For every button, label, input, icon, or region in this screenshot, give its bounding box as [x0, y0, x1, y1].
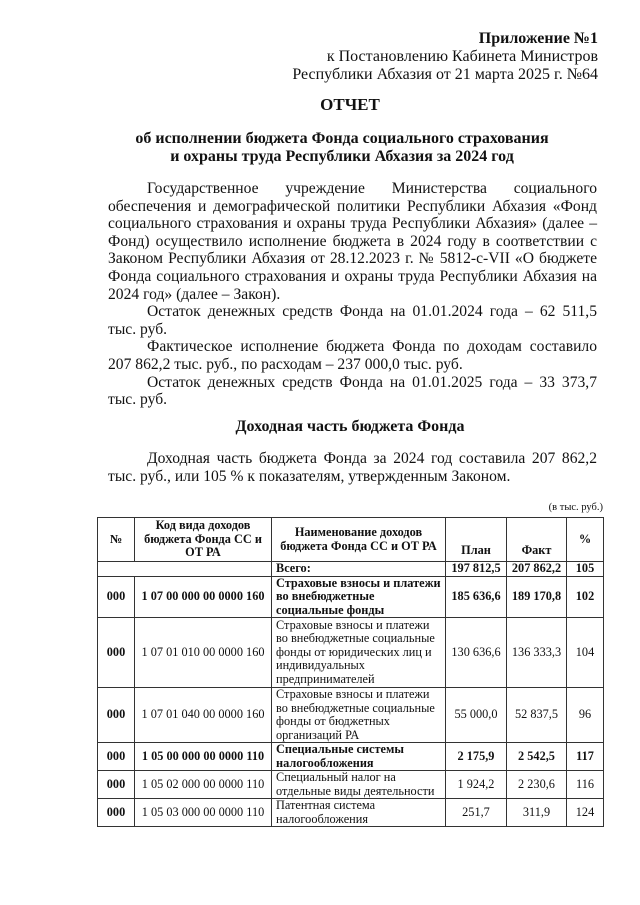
row-percent: 117 — [567, 743, 604, 771]
row-code: 1 05 00 000 00 0000 110 — [135, 743, 272, 771]
paragraph-intro: Государственное учреждение Министерства социального обеспечения и демографической политики Республики Абхазия «Фонд социального страхования и охраны труда Республики Абхазия» (далее – Фонд) осуществило исполнение бюджета в 2024 году в соответствии с Законом Республики Абхазия от 28.12.2023 г. № 5812-с-VII «О бюджете Фонда социального страхования и охраны труда Республики Абхазия на 2024 год» (далее – Закон). — [108, 180, 597, 303]
row-fact: 52 837,5 — [507, 688, 567, 743]
table-row — [98, 771, 604, 799]
row-name: Специальный налог на отдельные виды деятельности — [272, 771, 446, 799]
row-name: Страховые взносы и платежи во внебюджетные социальные фонды — [272, 576, 446, 618]
row-name: Специальные системы налогообложения — [272, 743, 446, 771]
row-fact: 136 333,3 — [507, 618, 567, 688]
row-no: 000 — [98, 743, 135, 771]
header-code: Код вида доходов бюджета Фонда СС и ОТ РА — [135, 518, 272, 562]
report-subtitle-line-1: об исполнении бюджета Фонда социального страхования — [135, 130, 549, 147]
row-percent: 96 — [567, 688, 604, 743]
header-no: № — [98, 518, 135, 562]
total-plan: 197 812,5 — [446, 562, 507, 577]
income-paragraph: Доходная часть бюджета Фонда за 2024 год составила 207 862,2 тыс. руб., или 105 % к показателям, утвержденным Законом. — [108, 450, 597, 485]
annex-line-2: Республики Абхазия от 21 марта 2025 г. №64 — [292, 66, 598, 83]
row-percent: 116 — [567, 771, 604, 799]
total-label: Всего: — [272, 562, 446, 577]
row-plan: 2 175,9 — [446, 743, 507, 771]
header-fact: Факт — [507, 518, 567, 562]
row-code: 1 07 01 010 00 0000 160 — [135, 618, 272, 688]
paragraph-balance-2024: Остаток денежных средств Фонда на 01.01.2024 года – 62 511,5 тыс. руб. — [108, 303, 597, 338]
row-name: Страховые взносы и платежи во внебюджетные социальные фонды от юридических лиц и индивидуальных предпринимателей — [272, 618, 446, 688]
row-code: 1 07 01 040 00 0000 160 — [135, 688, 272, 743]
row-fact: 2 230,6 — [507, 771, 567, 799]
row-percent: 104 — [567, 618, 604, 688]
total-fact: 207 862,2 — [507, 562, 567, 577]
row-plan: 130 636,6 — [446, 618, 507, 688]
table-row — [98, 576, 604, 618]
annex-block — [292, 30, 598, 84]
row-no: 000 — [98, 618, 135, 688]
row-code: 1 05 03 000 00 0000 110 — [135, 799, 272, 827]
table-header-row — [98, 518, 604, 562]
annex-title: Приложение №1 — [478, 30, 598, 47]
row-name: Страховые взносы и платежи во внебюджетные социальные фонды от бюджетных организаций РА — [272, 688, 446, 743]
paragraph-balance-2025: Остаток денежных средств Фонда на 01.01.2025 года – 33 373,7 тыс. руб. — [108, 373, 597, 409]
paragraph-execution: Фактическое исполнение бюджета Фонда по доходам составило 207 862,2 тыс. руб., по расходам – 237 000,0 тыс. руб. — [108, 338, 597, 373]
table-row — [98, 799, 604, 827]
header-plan: План — [446, 518, 507, 562]
row-fact: 311,9 — [507, 799, 567, 827]
total-empty-cell — [98, 562, 272, 577]
header-percent: % — [567, 518, 604, 562]
row-percent: 102 — [567, 576, 604, 618]
row-no: 000 — [98, 688, 135, 743]
row-no: 000 — [98, 771, 135, 799]
report-subtitle-line-2: и охраны труда Республики Абхазия за 2024 год — [170, 148, 514, 165]
total-percent: 105 — [567, 562, 604, 577]
table-row — [98, 743, 604, 771]
row-percent: 124 — [567, 799, 604, 827]
row-plan: 1 924,2 — [446, 771, 507, 799]
intro-text — [108, 180, 597, 409]
row-no: 000 — [98, 799, 135, 827]
units-label: (в тыс. руб.) — [548, 502, 603, 513]
row-fact: 2 542,5 — [507, 743, 567, 771]
report-subtitle — [22, 130, 640, 166]
row-plan: 251,7 — [446, 799, 507, 827]
income-table — [97, 517, 604, 827]
table-row — [98, 688, 604, 743]
row-no: 000 — [98, 576, 135, 618]
row-plan: 55 000,0 — [446, 688, 507, 743]
row-fact: 189 170,8 — [507, 576, 567, 618]
row-name: Патентная система налогообложения — [272, 799, 446, 827]
total-row — [98, 562, 604, 577]
table-row — [98, 618, 604, 688]
row-code: 1 05 02 000 00 0000 110 — [135, 771, 272, 799]
income-text — [108, 450, 597, 485]
row-plan: 185 636,6 — [446, 576, 507, 618]
income-heading: Доходная часть бюджета Фонда — [235, 418, 465, 435]
row-code: 1 07 00 000 00 0000 160 — [135, 576, 272, 618]
header-name: Наименование доходов бюджета Фонда СС и ОТ РА — [272, 518, 446, 562]
annex-line-1: к Постановлению Кабинета Министров — [326, 48, 598, 65]
report-title: ОТЧЕТ — [320, 95, 380, 114]
